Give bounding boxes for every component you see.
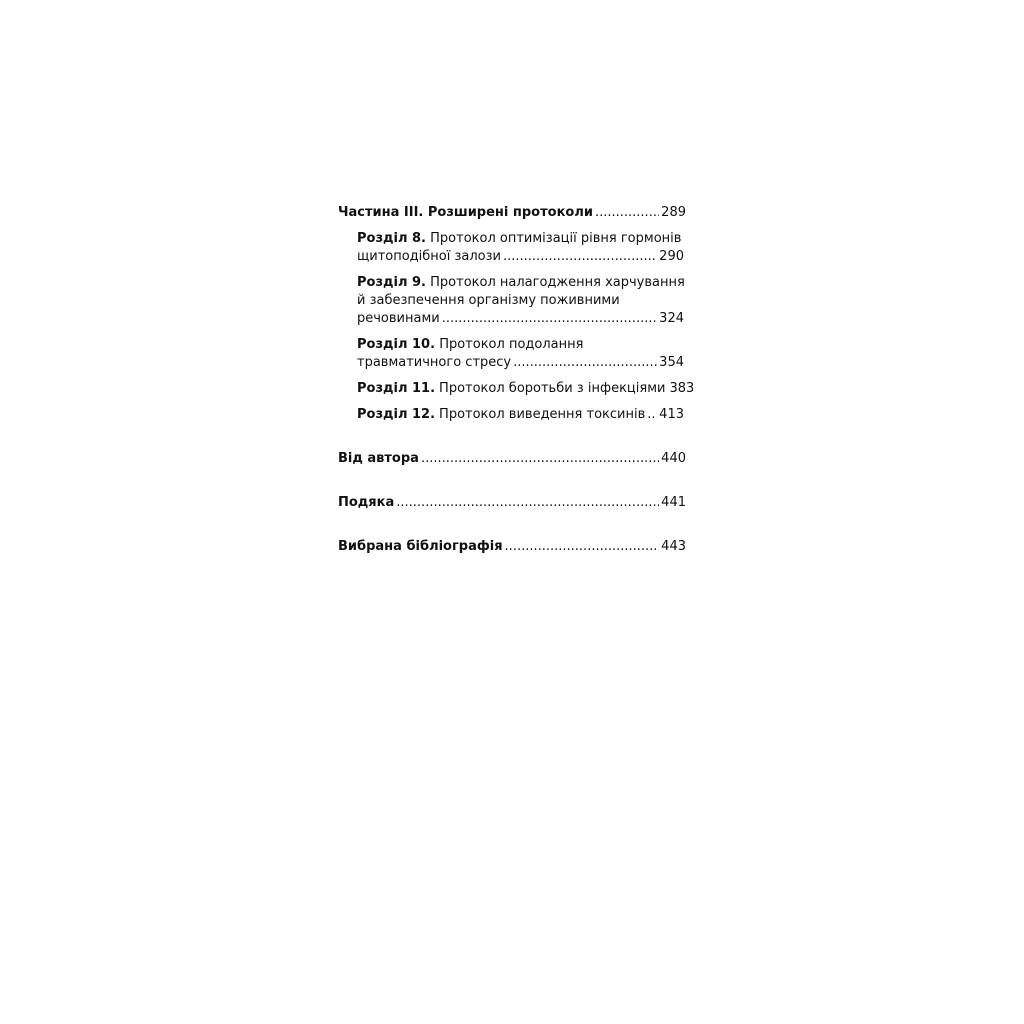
toc-chapter-10[interactable] [357, 336, 684, 372]
dot-leader [505, 538, 660, 556]
chapter-page: 290 [659, 249, 684, 264]
toc-bibliography-page: 443 [661, 539, 686, 554]
chapter-title-line: речовинами [357, 311, 440, 326]
toc-chapter-9[interactable] [357, 274, 684, 328]
toc-chapter-8[interactable] [357, 230, 684, 266]
chapter-label: Розділ 11. [357, 381, 436, 396]
chapter-page: 354 [659, 355, 684, 370]
chapter-title-line: Протокол подолання [439, 337, 584, 352]
dot-leader [595, 204, 659, 222]
chapter-title-line: Протокол налагодження харчування [430, 275, 685, 290]
toc-from-author[interactable] [338, 450, 686, 468]
toc-bibliography-title: Вибрана бібліографія [338, 539, 503, 554]
chapter-label: Розділ 8. [357, 231, 426, 246]
chapter-page: 324 [659, 311, 684, 326]
toc-thanks-page: 441 [661, 495, 686, 510]
chapter-label: Розділ 12. [357, 407, 436, 422]
dot-leader [442, 310, 657, 328]
toc-part-3-page: 289 [661, 205, 686, 220]
table-of-contents [338, 204, 695, 556]
dot-leader [503, 248, 657, 266]
dot-leader [513, 354, 657, 372]
chapter-page: 413 [659, 407, 684, 422]
toc-part-3[interactable] [338, 204, 686, 222]
chapter-title-line: Протокол виведення токсинів [439, 407, 646, 422]
chapter-title-line: щитоподібної залози [357, 249, 501, 264]
toc-part-3-title: Частина III. Розширені протоколи [338, 205, 593, 220]
chapter-title-line: й забезпечення організму поживними [357, 293, 620, 308]
chapter-title-line: Протокол боротьби з інфекціями [439, 381, 666, 396]
toc-bibliography[interactable] [338, 538, 686, 556]
chapter-label: Розділ 9. [357, 275, 426, 290]
dot-leader [396, 494, 659, 512]
toc-thanks[interactable] [338, 494, 686, 512]
toc-from-author-title: Від автора [338, 451, 419, 466]
chapter-label: Розділ 10. [357, 337, 436, 352]
dot-leader [421, 450, 659, 468]
toc-chapter-12[interactable] [357, 406, 684, 424]
chapter-title-line: травматичного стресу [357, 355, 512, 370]
dot-leader [647, 406, 657, 424]
chapter-page: 383 [669, 381, 695, 396]
toc-chapter-11[interactable] [357, 380, 695, 398]
toc-thanks-title: Подяка [338, 495, 395, 510]
toc-from-author-page: 440 [661, 451, 686, 466]
chapter-title-line: Протокол оптимізації рівня гормонів [430, 231, 682, 246]
